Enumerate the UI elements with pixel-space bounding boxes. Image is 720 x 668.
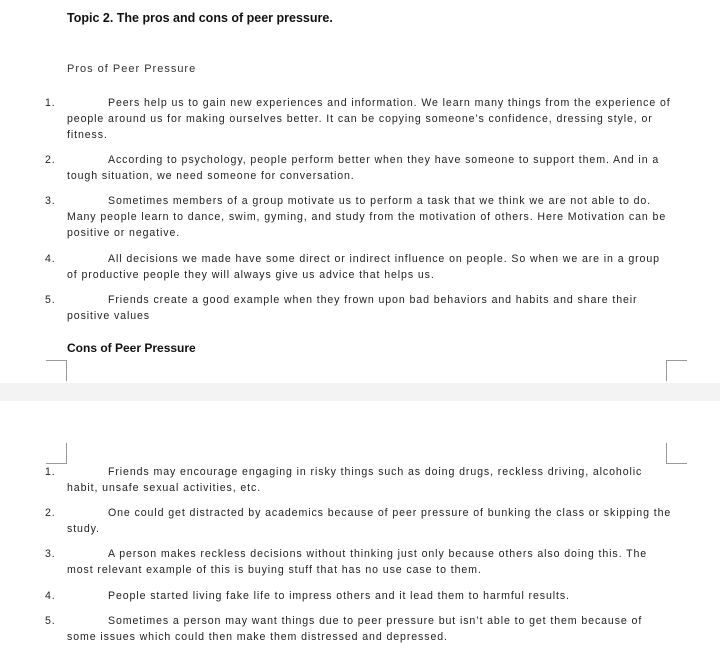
- list-number: 2.: [45, 507, 56, 519]
- list-text: Sometimes members of a group motivate us to perform a task that we think we are not able to do. Many people learn to dance, swim, gyming, and study from the motivation of others. Here Motivation can be positive or negative.: [67, 195, 667, 239]
- margin-corner-mark: [666, 443, 687, 464]
- list-text: One could get distracted by academics because of peer pressure of bunking the class or skipping the study.: [67, 507, 672, 535]
- list-number: 4.: [45, 253, 56, 265]
- list-number: 4.: [45, 590, 56, 602]
- list-number: 2.: [45, 154, 56, 166]
- margin-corner-mark: [666, 360, 687, 381]
- page-title: Topic 2. The pros and cons of peer pressure.: [67, 11, 333, 25]
- list-number: 1.: [45, 97, 56, 109]
- page-break: [0, 383, 720, 401]
- list-text: Peers help us to gain new experiences and information. We learn many things from the experience of people around us for making ourselves better. It can be copying someone’s confidence, dressing style, or fitness.: [67, 97, 671, 141]
- list-number: 5.: [45, 615, 56, 627]
- list-text: People started living fake life to impress others and it lead them to harmful results.: [108, 590, 570, 602]
- list-number: 3.: [45, 195, 56, 207]
- list-number: 5.: [45, 294, 56, 306]
- list-text: Friends create a good example when they frown upon bad behaviors and habits and share their positive values: [67, 294, 638, 322]
- list-text: According to psychology, people perform better when they have someone to support them. And in a tough situation, we need someone for conversation.: [67, 154, 660, 182]
- list-text: A person makes reckless decisions without thinking just only because others also doing this. The most relevant example of this is buying stuff that has no use case to them.: [67, 548, 648, 576]
- list-number: 1.: [45, 466, 56, 478]
- list-text: All decisions we made have some direct or indirect influence on people. So when we are in a group of productive people they will always give us advice that helps us.: [67, 253, 660, 281]
- pros-heading: Pros of Peer Pressure: [67, 63, 197, 75]
- list-number: 3.: [45, 548, 56, 560]
- cons-heading: Cons of Peer Pressure: [67, 341, 196, 355]
- margin-corner-mark: [46, 443, 67, 464]
- list-text: Friends may encourage engaging in risky things such as doing drugs, reckless driving, alcoholic habit, unsafe sexual activities, etc.: [67, 466, 643, 494]
- margin-corner-mark: [46, 360, 67, 381]
- list-text: Sometimes a person may want things due to peer pressure but isn’t able to get them because of some issues which could then make them distressed and depressed.: [67, 615, 643, 643]
